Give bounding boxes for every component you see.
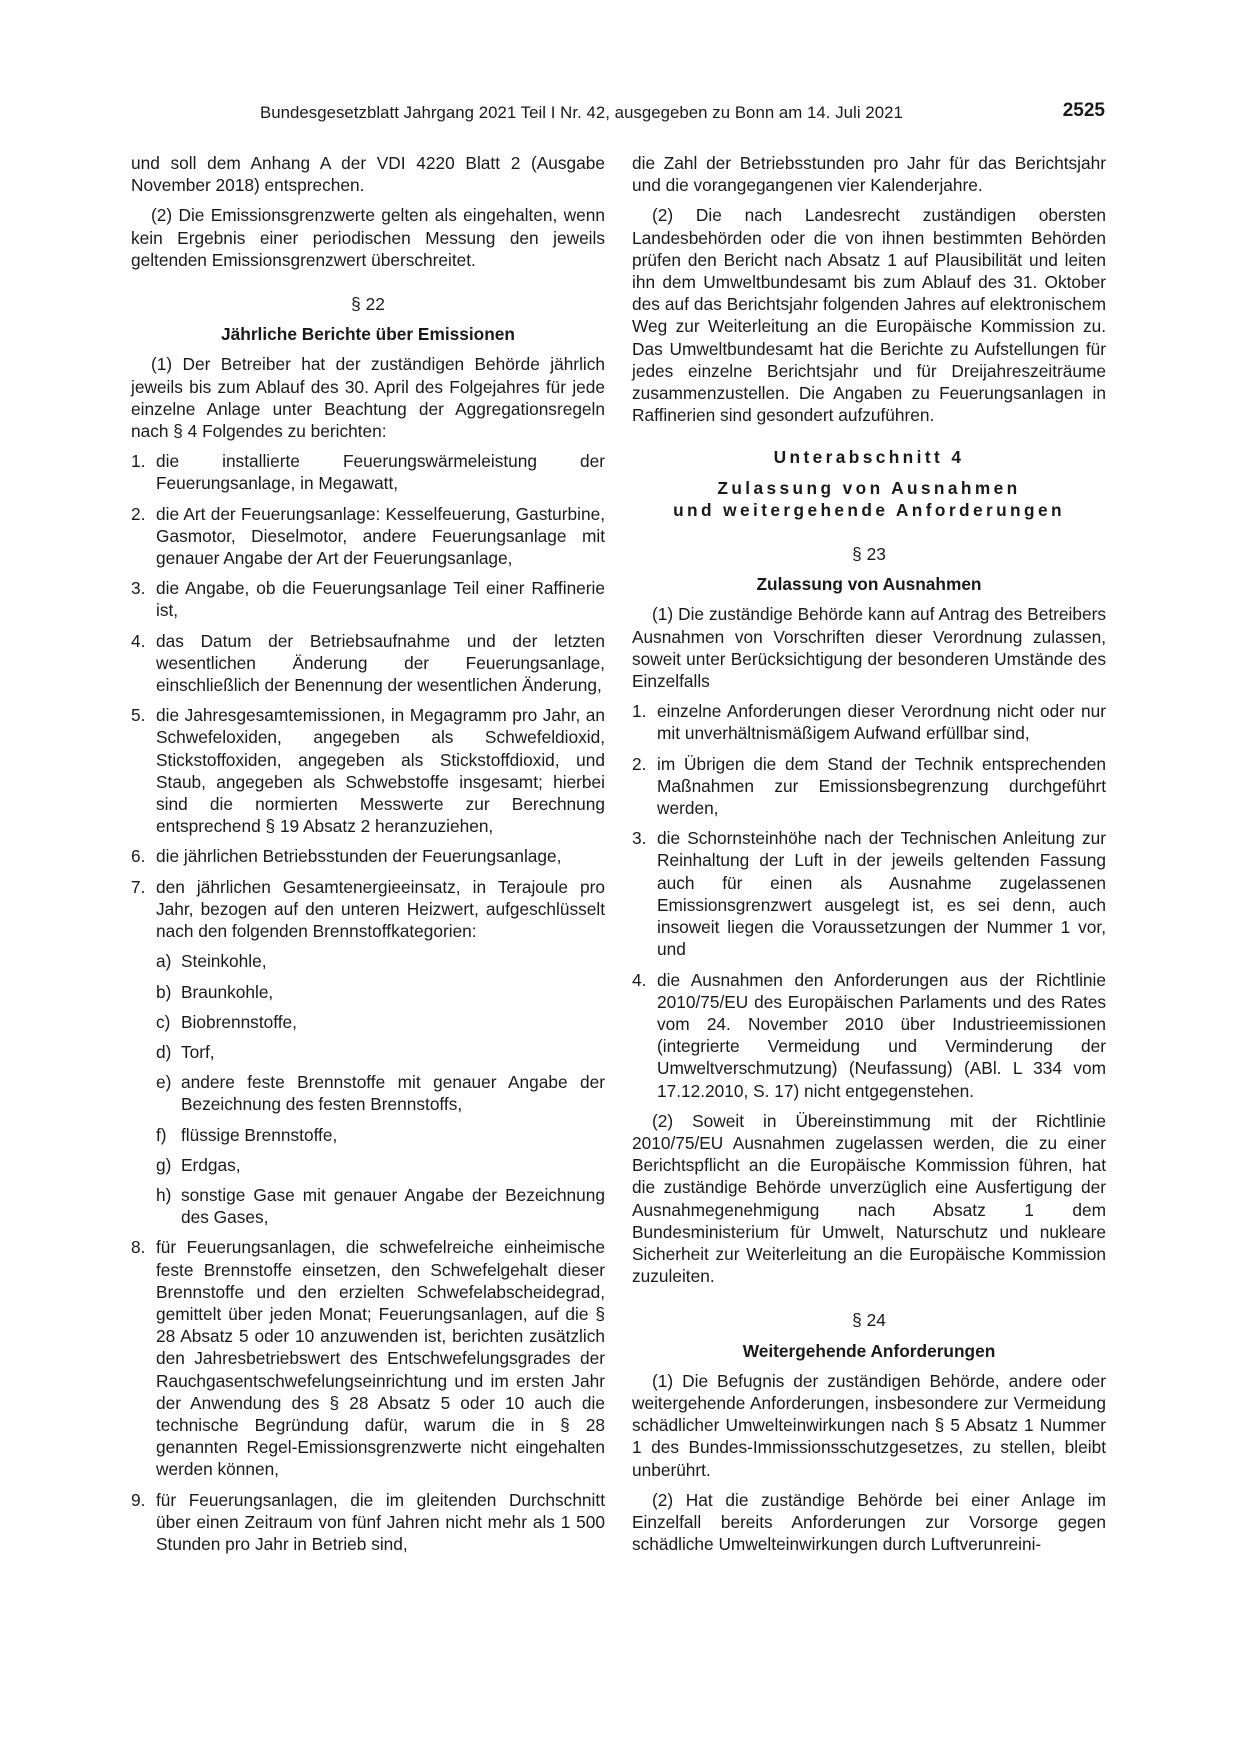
page-header (260, 100, 1105, 126)
sub-list-item: h) sonstige Gase mit genauer Angabe der Bezeichnung des Gases, (156, 1184, 605, 1228)
list-item: 6. die jährlichen Betriebsstunden der Feuerungsanlage, (131, 846, 562, 867)
section-22-title: Jährliche Berichte über Emissionen (221, 324, 515, 345)
left-column (131, 152, 605, 1563)
section-23-paragraph-1: (1) Die zuständige Behörde kann auf Antrag des Betreibers Ausnahmen von Vorschriften dieser Verordnung zulassen, soweit unter Berücksichtigung der besonderen Umstände des Einzelfalls (632, 604, 1106, 692)
gazette-header-text: Bundesgesetzblatt Jahrgang 2021 Teil I Nr. 42, ausgegeben zu Bonn am 14. Juli 2021 (260, 103, 903, 122)
sub-list-item: a) Steinkohle, (156, 951, 267, 972)
sub-list-item: g) Erdgas, (156, 1154, 241, 1175)
list-item: 7. den jährlichen Gesamtenergieeinsatz, in Terajoule pro Jahr, bezogen auf den unteren Heizwert, aufgeschlüsselt nach den folgenden Brennstoffkategorien: a) Steinkohle, b) Braunkohle, c) Biobrennstoffe, d) Torf, e) andere feste Brennstoffe mit genauer Angabe der Bezeichnung des festen Brennstoffs, f) flüssige Brennstoffe, g) Erdgas, h) sonstige Gase mit genauer Angabe der Bezeichnung des Gases, (131, 876, 605, 1228)
list-item: 3. die Schornsteinhöhe nach der Technischen Anleitung zur Reinhaltung der Luft in der jeweils geltenden Fassung auch für einen als Ausnahme zugelassenen Emissionsgrenzwert ausgelegt ist, es sei denn, auch insoweit liegen die Voraussetzungen der Nummer 1 vor, und (632, 828, 1106, 960)
list-item: 4. die Ausnahmen den Anforderungen aus der Richtlinie 2010/75/EU des Europäischen Parlaments und des Rates vom 24. November 2010 über Industrieemissionen (integrierte Vermeidung und Verminderung der Umweltverschmutzung) (Neufassung) (ABl. L 334 vom 17.12.2010, S. 17) nicht entgegenstehen. (632, 969, 1106, 1101)
section-23-paragraph-2: (2) Soweit in Übereinstimmung mit der Richtlinie 2010/75/EU Ausnahmen zugelassen werden, die zu einer Berichtspflicht an die Europäische Kommission führen, hat die zuständige Behörde unverzüglich eine Ausfertigung der Ausnahmegenehmigung nach Absatz 1 dem Bundesministerium für Umwelt, Naturschutz und nukleare Sicherheit zur Weiterleitung an die Europäische Kommission zuzuleiten. (632, 1110, 1106, 1287)
continued-paragraph: und soll dem Anhang A der VDI 4220 Blatt 2 (Ausgabe November 2018) entsprechen. (131, 153, 605, 196)
right-column (632, 152, 1106, 1563)
page-number: 2525 (1062, 100, 1105, 121)
list-item: 8. für Feuerungsanlagen, die schwefelreiche einheimische feste Brennstoffe einsetzen, den Schwefelgehalt dieser Brennstoffe und den erzielten Schwefelabscheidegrad, gemittelt über jeden Monat; Feuerungsanlagen, auf die § 28 Absatz 5 oder 10 anzuwenden ist, berichten zusätzlich den Jahresbetriebswert des Entschwefelungsgrades der Rauchgasentschwefelungseinrichtung und im ersten Jahr der Anwendung des § 28 Absatz 5 oder 10 auch die technische Begründung dafür, warum die in § 28 genannten Regel-Emissionsgrenzwerte nicht eingehalten werden können, (131, 1237, 605, 1480)
list-item: 2. im Übrigen die dem Stand der Technik entsprechenden Maßnahmen zur Emissionsbegrenzung durchgeführt werden, (632, 753, 1106, 819)
sub-list-item: b) Braunkohle, (156, 981, 274, 1002)
section-23-number: § 23 (852, 544, 886, 565)
section-24-title: Weitergehende Anforderungen (742, 1340, 996, 1361)
sub-list-item: e) andere feste Brennstoffe mit genauer Angabe der Bezeichnung des festen Brennstoffs, (156, 1072, 605, 1115)
section-24-number: § 24 (852, 1310, 886, 1331)
sub-list-item: d) Torf, (156, 1041, 215, 1062)
sub-list-item: f) flüssige Brennstoffe, (156, 1124, 338, 1145)
list-item: 3. die Angabe, ob die Feuerungsanlage Teil einer Raffinerie ist, (131, 578, 605, 621)
section-24-paragraph-1: (1) Die Befugnis der zuständigen Behörde, andere oder weitergehende Anforderungen, insbesondere zur Vermeidung schädlicher Umwelteinwirkungen nach § 5 Absatz 1 Nummer 1 des Bundes-Immissionsschutzgesetzes, zu stellen, bleibt unberührt. (632, 1370, 1106, 1480)
section-22-number: § 22 (351, 294, 385, 315)
report-items-list (131, 450, 605, 1555)
exception-conditions-list (632, 700, 1106, 1101)
subsection-title-line-1: Zulassung von Ausnahmen (717, 477, 1021, 498)
paragraph-2: (2) Die nach Landesrecht zuständigen obersten Landesbehörden oder die von ihnen bestimmten Behörden prüfen den Bericht nach Absatz 1 auf Plausibilität und leiten ihn dem Umweltbundesamt bis zum Ablauf des 31. Oktober des auf das Berichtsjahr folgenden Jahres auf elektronischem Weg zur Weiterleitung an die Europäische Kommission zu. Das Umweltbundesamt hat die Berichte zu Aufstellungen für jedes einzelne Berichtsjahr und für Dreijahreszeiträume zusammenzustellen. Die Angaben zu Feuerungsanlagen in Raffinerien sind gesondert aufzuführen. (632, 205, 1106, 426)
section-22-paragraph-1: (1) Der Betreiber hat der zuständigen Behörde jährlich jeweils bis zum Ablauf des 30. April des Folgejahres für jede einzelne Anlage unter Beachtung der Aggregationsregeln nach § 4 Folgendes zu berichten: (131, 354, 605, 442)
list-item: 5. die Jahresgesamtemissionen, in Megagramm pro Jahr, an Schwefeloxiden, angegeben als Schwefeldioxid, Stickstoffoxiden, angegeben als Stickstoffdioxid, und Staub, angegeben als Schwebstoffe insgesamt; hierbei sind die normierten Messwerte zur Berechnung entsprechend § 19 Absatz 2 heranzuziehen, (131, 705, 605, 837)
subsection-heading: Unterabschnitt 4 (773, 447, 965, 468)
paragraph-2: (2) Die Emissionsgrenzwerte gelten als eingehalten, wenn kein Ergebnis einer periodischen Messung den jeweils geltenden Emissionsgrenzwert überschreitet. (131, 205, 605, 270)
list-item: 2. die Art der Feuerungsanlage: Kesselfeuerung, Gasturbine, Gasmotor, Dieselmotor, andere Feuerungsanlage mit genauer Angabe der Art der Feuerungsanlage, (131, 503, 605, 569)
fuel-categories-list (156, 950, 605, 1228)
list-item: 1. die installierte Feuerungswärmeleistung der Feuerungsanlage, in Megawatt, (131, 451, 605, 494)
section-23-title: Zulassung von Ausnahmen (756, 574, 982, 595)
subsection-title-line-2: und weitergehende Anforderungen (673, 499, 1065, 520)
sub-list-item: c) Biobrennstoffe, (156, 1011, 297, 1032)
list-item: 1. einzelne Anforderungen dieser Verordnung nicht oder nur mit unverhältnismäßigem Aufwand erfüllbar sind, (632, 701, 1106, 744)
section-24-paragraph-2: (2) Hat die zuständige Behörde bei einer Anlage im Einzelfall bereits Anforderungen zur Vorsorge gegen schädliche Umwelteinwirkungen durch Luftverunreini- (632, 1489, 1106, 1555)
continued-paragraph: die Zahl der Betriebsstunden pro Jahr für das Berichtsjahr und die vorangegangenen vier Kalenderjahre. (632, 153, 1106, 196)
list-item: 4. das Datum der Betriebsaufnahme und der letzten wesentlichen Änderung der Feuerungsanlage, einschließlich der Benennung der wesentlichen Änderung, (131, 630, 605, 696)
list-item: 9. für Feuerungsanlagen, die im gleitenden Durchschnitt über einen Zeitraum von fünf Jahren nicht mehr als 1 500 Stunden pro Jahr in Betrieb sind, (131, 1489, 605, 1554)
